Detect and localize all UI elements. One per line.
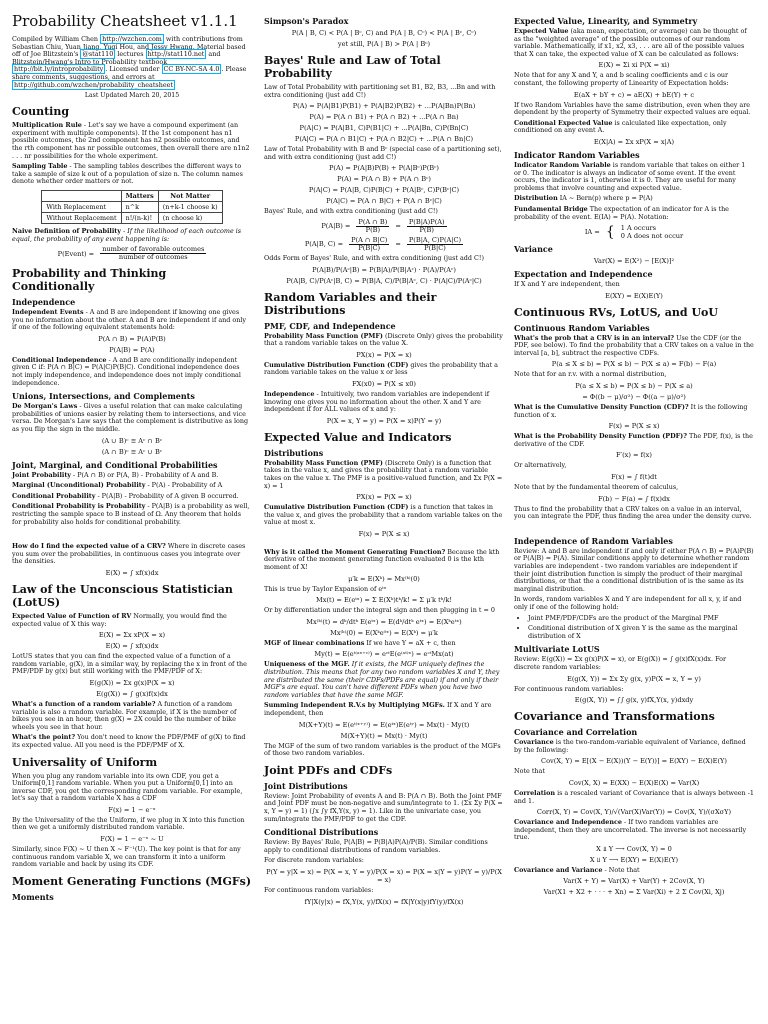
- conditional-ev: Conditional Expected Value is calculated like expectation, only conditioned on any event A.: [514, 118, 727, 135]
- expected-value-def: Expected Value (aka mean, expectation, or average) can be thought of as the "weighted average" of the possible outcomes of our random variable. Mathematically, if x1, x2, x3, . . . are all of the possible values that X can take, the expected value of X can be calculated as follows:: [514, 27, 747, 58]
- subsection-cov-corr: Covariance and Correlation: [514, 727, 638, 738]
- correlation-def: Correlation is a rescaled variant of Covariance that is always between -1 and 1.: [514, 788, 754, 805]
- linearity-eq: E(aX + bY + c) = aE(X) + bE(Y) + c: [573, 90, 695, 99]
- cov-note-eq: Cov(X, X) = E(XX) − E(X)E(X) = Var(X): [568, 778, 700, 787]
- lotus-eq-1: E(X) = Σx xP(X = x): [98, 631, 166, 640]
- subsection-independence: Independence: [12, 297, 76, 308]
- section-joint-pdfs: Joint PDFs and CDFs: [264, 763, 393, 777]
- ltp2-eq: P(A|C) = P(A ∩ B|C) + P(A ∩ Bᶜ|C): [326, 197, 442, 206]
- rv-indep-eq: P(X = x, Y = y) = P(X = x)P(Y = y): [326, 416, 442, 425]
- linearity-text: Note that for any X and Y, a and b scaling coefficients and c is our constant, the following property of Linearity of Expectation holds:: [514, 71, 729, 87]
- crv-cdf-eq: F(x) = P(X ≤ x): [608, 422, 660, 431]
- section-random-variables: Random Variables and their Distributions: [264, 290, 437, 317]
- subsection-variance: Variance: [514, 244, 553, 255]
- cov-independence: Covariance and Independence - If two random variables are independent, then they are uncorrelated. The inverse is not necessarily true.: [514, 818, 747, 842]
- crv-cdf: What is the Cumulative Density Function (CDF)? It is the following function of x.: [514, 403, 748, 419]
- subsection-simpson: Simpson's Paradox: [264, 16, 349, 26]
- credits: Compiled by William Chen http://wzchen.com with contributions from Sebastian Chiu, Yuan Jiang, Yuqi Hou, and Jessy Hwang. Material based off of Joe Blitzstein's @stat110 lectures http://stat110.net and Blitzstein/Hwang's Intro to Probability textbook http://bit.ly/introprobability . Licensed under CC BY-NC-SA 4.0 . Please share comments, suggestions, and errors at http://github.com/wzchen/probability_cheatsheet: [12, 35, 247, 89]
- mgf-sum-eq-1: M(X+Y)(t) = E(eᵗ⁽ˣ⁺ʸ⁾) = E(eᵗˣ)E(eᵗʸ) = Mx(t) · My(t): [298, 720, 470, 729]
- link-wzchen[interactable]: http://wzchen.com: [102, 35, 162, 43]
- mgf-linear-eq: My(t) = E(eᵗ⁽ᵃˣ⁺ᶜ⁾) = eᶜᵗE(e⁽ᵃᵗ⁾ˣ) = eᶜᵗMx(at): [314, 650, 454, 659]
- crv-pdf: What is the Probability Density Function (PDF)? The PDF, f(x), is the derivative of the CDF.: [514, 432, 753, 448]
- ev-pmf: Probability Mass Function (PMF) (Discrete Only) is a function that takes in the value x, and gives the probability that a random variable takes on the value x. The PMF is a positive-valued function, and Σx P(X = x) = 1: [264, 458, 503, 490]
- indep-eq-1: P(A ∩ B) = P(A)P(B): [98, 334, 166, 343]
- mlotus-eq-2: E(g(X, Y)) = ∫∫ g(x, y)fX,Y(x, y)dxdy: [574, 696, 694, 705]
- mlotus-text-2: For continuous random variables:: [514, 684, 624, 693]
- odds-eq-2: P(A|B, C)/P(Aᶜ|B, C) = P(B|A, C)/P(B|Aᶜ, C) · P(A|C)/P(Aᶜ|C): [286, 276, 482, 285]
- bayes-intro: Bayes' Rule, and with extra conditioning (just add C!): [264, 207, 438, 216]
- subsection-conditional-distributions: Conditional Distributions: [264, 827, 379, 838]
- subsection-moments: Moments: [12, 891, 54, 902]
- ltp-eq: P(A|C) = P(A ∩ B1|C) + P(A ∩ B2|C) + ...P(A ∩ Bn|C): [294, 135, 474, 144]
- ltp2-eq: P(A) = P(A|B)P(B) + P(A|Bᶜ)P(Bᶜ): [328, 164, 440, 173]
- mgf-sum: Summing Independent R.V.s by Multiplying MGFs. If X and Y are independent, then: [264, 701, 492, 717]
- cov-ind-eq-2: X ⫫ Y ⟶ E(XY) = E(X)E(Y): [589, 855, 679, 864]
- uou-text: When you plug any random variable into its own CDF, you get a Uniform[0,1] random variable. When you put a Uniform[0,1] into an inverse CDF, you get the corresponding random variable. For example, let's say that a random variable X has a CDF: [12, 771, 243, 803]
- subsection-distributions: Distributions: [264, 447, 324, 458]
- mgf-diff-eq-1: Mx⁽ᵏ⁾(t) = dᵏ/dtᵏ E(eᵗˣ) = E(dᵏ/dtᵏ eᵗˣ) = E(Xᵏeᵗˣ): [306, 617, 462, 626]
- ltp2-eq: P(A) = P(A ∩ B) + P(A ∩ Bᶜ): [337, 175, 431, 184]
- cov-var-eq-2: Var(X1 + X2 + · · · + Xn) = Σ Var(Xi) + 2 Σ Cov(Xi, Xj): [543, 888, 725, 897]
- crv-ftc-2: Thus to find the probability that a CRV takes on a value in an interval, you can integrate the PDF, thus finding the area under the density curve.: [514, 504, 752, 521]
- rv-pmf-eq: PX(x) = P(X = x): [356, 350, 412, 359]
- demorgan-eq-2: (A ∩ B)ᶜ ≡ Aᶜ ∪ Bᶜ: [101, 447, 163, 456]
- uou-text-3: Similarly, since F(X) ~ U then X ~ F⁻¹(U). The key point is that for any continuous random variable X, we can transform it into a uniform random variable and back by using its CDF.: [12, 845, 241, 869]
- column-2: [264, 12, 504, 909]
- mlotus-eq-1: E(g(X, Y)) = Σx Σy g(x, y)P(X = x, Y = y): [567, 674, 701, 683]
- subsection-joint-distributions: Joint Distributions: [264, 780, 348, 791]
- rv-independence: Independence - Intuitively, two random variables are independent if knowing one gives you no information about the other. X and Y are independent if for ALL values of x and y:: [264, 389, 490, 414]
- covariance-def: Covariance is the two-random-variable equivalent of Variance, defined by the following:: [514, 738, 746, 754]
- section-mgf: Moment Generating Functions (MGFs): [12, 874, 252, 888]
- crv-pdf-eq-2: F(x) = ∫ f(t)dt: [611, 473, 657, 482]
- crv-alt: Or alternatively,: [514, 461, 567, 470]
- indicator-cases: IA = { 1 A occurs 0 A does not occur: [584, 224, 684, 241]
- table-header: [42, 190, 121, 201]
- odds-eq-1: P(A|B)/P(Aᶜ|B) = P(B|A)/P(B|Aᶜ) · P(A)/P(Aᶜ): [312, 265, 456, 274]
- joint-dist-text: Review: Joint Probability of events A and B: P(A ∩ B). Both the Joint PMF and Joint PDF must be non-negative and sum/integrate to 1. (Σx Σy P(X = x, Y = y) = 1) (∫x ∫y fX,Y(x, y) = 1). Like in the univariate case, you sum/integrate the PMF/PDF to get the CDF.: [264, 791, 503, 823]
- crv-pdf-eq-1: F′(x) = f(x): [616, 451, 652, 460]
- mgf-uniqueness: Uniqueness of the MGF. If it exists, the MGF uniquely defines the distribution. This means that for any two random variables X and Y, they are distributed the same (their CDFs/PDFs are equal) if and only if their MGF's are equal. You can't have different PDFs when you have two random variables that have the same MGF.: [264, 660, 500, 699]
- simpson-eq-1: P(A | B, C) < P(A | Bᶜ, C) and P(A | B, Cᶜ) < P(A | Bᶜ, Cᶜ): [291, 29, 477, 37]
- column-3: [514, 12, 754, 899]
- mgf-diff: Or by differentiation under the integral sign and then plugging in t = 0: [264, 606, 495, 615]
- lotus-text: LotUS states that you can find the expected value of a function of a random variable, g(X), in a similar way, by replacing the x in front of the PMF/PDF by g(x) but still working with the PMF/PDF of X:: [12, 652, 247, 676]
- rv-ind-text-2: In words, random variables X and Y are independent for all x, y, if and only if one of the following hold:: [514, 595, 742, 611]
- subsection-continuous-rv: Continuous Random Variables: [514, 322, 650, 333]
- rv-cdf-eq: FX(x0) = P(X ≤ x0): [352, 379, 416, 388]
- table-header: Not Matter: [158, 190, 222, 201]
- ltp-eq: P(A) = P(A ∩ B1) + P(A ∩ B2) + ...P(A ∩ Bn): [309, 113, 459, 122]
- joint-probability: Joint Probability - P(A ∩ B) or P(A, B) - Probability of A and B.: [12, 470, 219, 479]
- ev-cdf: Cumulative Distribution Function (CDF) is a function that takes in the value x, and gives the probability that a random variable takes on the value at most x.: [264, 503, 503, 527]
- crv-normal-eq-2: = Φ((b − μ)/σ²) − Φ((a − μ)/σ²): [582, 393, 686, 402]
- demorgan-eq-1: (A ∪ B)ᶜ ≡ Aᶜ ∩ Bᶜ: [101, 436, 163, 445]
- sampling-table: [41, 190, 222, 224]
- section-universality: Universality of Uniform: [12, 755, 158, 769]
- conditional-is-probability: Conditional Probability is Probability - P(A|B) is a probability as well, restricting the sample space to B instead of Ω. Any theorem that holds for probability also holds for conditional probability.: [12, 502, 250, 526]
- crv-ftc-eq: F(b) − F(a) = ∫ f(x)dx: [598, 494, 670, 503]
- subsection-unions: Unions, Intersections, and Complements: [12, 391, 195, 402]
- mgf-why-eq: μ′k = E(Xᵏ) = Mx⁽ᵏ⁾(0): [348, 574, 420, 583]
- mgf-why: Why is it called the Moment Generating Function? Because the kth derivative of the moment generating function evaluated 0 is the kth moment of X!: [264, 547, 500, 572]
- section-counting: Counting: [12, 105, 70, 119]
- odds-intro: Odds Form of Bayes' Rule, and with extra conditioning (just add C!): [264, 253, 484, 262]
- cov-var-eq-1: Var(X + Y) = Var(X) + Var(Y) + 2Cov(X, Y): [563, 877, 705, 886]
- ltp-eq: P(A|C) = P(A|B1, C)P(B1|C) + ...P(A|Bn, C)P(Bn|C): [299, 124, 469, 133]
- marginal-probability: Marginal (Unconditional) Probability - P(A) - Probability of A: [12, 481, 223, 490]
- subsection-linearity: Expected Value, Linearity, and Symmetry: [514, 16, 698, 26]
- mgf-linear: MGF of linear combinations If we have Y = aX + c, then: [264, 638, 456, 647]
- rv-pmf: Probability Mass Function (PMF) (Discrete Only) gives the probability that a random variable takes on the value X.: [264, 331, 503, 348]
- crv-interval-eq: P(a ≤ X ≤ b) = P(X ≤ b) − P(X ≤ a) = F(b) − F(a): [551, 360, 717, 369]
- mgf-taylor: This is true by Taylor Expansion of eᵗˣ: [264, 584, 387, 593]
- link-textbook[interactable]: http://bit.ly/introprobability: [14, 65, 104, 74]
- demorgan: De Morgan's Laws - Gives a useful relation that can make calculating probabilities of unions easier by relating them to intersections, and vice versa. De Morgan's Law says that the complement is distributive as long as you flip the sign in the middle.: [12, 402, 249, 434]
- uou-eq-2: F(X) = 1 − e⁻ˣ ~ U: [100, 835, 164, 844]
- table-row: With Replacement n^k (n+k-1 choose k): [42, 201, 222, 212]
- bayes-eq-1: P(A|B) = $\frac{P(A \cap B)}{P(B)}$ = $\frac{P(B|A)P(A)}{P(B)}$: [321, 217, 445, 234]
- crv-ev-eq: E(X) = ∫ xf(x)dx: [105, 568, 159, 577]
- cond-dist-continuous: For continuous random variables:: [264, 885, 374, 894]
- naive-equation: P(Event) = $\frac{\text{number of favorable outcomes}}{\text{number of outcomes}}$: [57, 245, 205, 262]
- mgf-taylor-eq: Mx(t) = E(eᵗˣ) = Σ E(Xᵏ)tᵏ/k! = Σ μ′k tᵏ/k!: [316, 596, 452, 605]
- mgf-diff-eq-2: Mx⁽ᵏ⁾(0) = E(Xᵏe⁰ˣ) = E(Xᵏ) = μ′k: [330, 628, 438, 637]
- rv-cdf: Cumulative Distribution Function (CDF) gives the probability that a random variable takes on the value x or less: [264, 360, 498, 377]
- mlotus-text: Review: E(g(X)) = Σx g(x)P(X = x), or E(g(X)) = ∫ g(x)fX(x)dx. For discrete random variables:: [514, 655, 727, 671]
- last-updated: Last Updated March 20, 2015: [84, 92, 180, 100]
- section-bayes: Bayes' Rule and Law of Total Probability: [264, 54, 441, 80]
- lotus-eq-4: E(g(X)) = ∫ g(x)f(x)dx: [96, 689, 168, 698]
- indicator-def: Indicator Random Variable is random variable that takes on either 1 or 0. The indicator is always an indicator of some event. If the event occurs, the indicator is 1, otherwise it is 0. They are useful for many problems that involve counting and expected value.: [514, 160, 746, 192]
- subsection-indicator: Indicator Random Variables: [514, 149, 640, 160]
- cond-dist-text: Review: By Bayes' Rule, P(A|B) = P(B|A)P(A)/P(B). Similar conditions apply to conditional distributions of random variables.: [264, 838, 488, 854]
- section-continuous-rvs: Continuous RVs, LotUS, and UoU: [514, 305, 718, 319]
- section-lotus: Law of the Unconscious Statistician (LotUS): [12, 582, 233, 609]
- table-row: Without Replacement n!/(n-k)! (n choose k): [42, 212, 222, 223]
- subsection-joint-marginal: Joint, Marginal, and Conditional Probabilities: [12, 459, 218, 470]
- ev-eq: E(X) = Σi xi P(X = xi): [598, 61, 670, 70]
- subsection-pmf-cdf: PMF, CDF, and Independence: [264, 320, 396, 331]
- conditional-independence: Conditional Independence - A and B are conditionally independent given C if: P(A ∩ B|C) = P(A|C)P(B|C). Conditional independence does not imply independence, and independence does not imply conditional independence.: [12, 355, 241, 387]
- conditional-probability: Conditional Probability - P(A|B) - Probability of A given B occurred.: [12, 491, 239, 500]
- page-title: Probability Cheatsheet v1.1.1: [12, 12, 238, 30]
- rv-ind-text: Review: A and B are independent if and only if either P(A ∩ B) = P(A)P(B) or P(A|B) = P(A). Similar conditions apply to determine whether random variables are independent - two random variables are independent if their joint distribution function is simply the product of their marginal distributions, or that the a conditional distribution of is the same as its marginal distribution.: [514, 546, 754, 593]
- cond-dist-eq-2: fY|X(y|x) = fX,Y(x, y)/fX(x) = fX|Y(x|y)fY(y)/fX(x): [304, 897, 464, 906]
- uou-eq-1: F(x) = 1 − e⁻ˣ: [108, 805, 156, 814]
- cov-note: Note that: [514, 767, 545, 776]
- subsection-expectation-independence: Expectation and Independence: [514, 269, 653, 280]
- simpson-eq-2: yet still, P(A | B) > P(A | Bᶜ): [337, 40, 431, 48]
- indicator-distribution: Distribution IA ~ Bern(p) where p = P(A): [514, 194, 653, 203]
- crv-ftc: Note that by the fundamental theorem of calculus,: [514, 483, 679, 492]
- subsection-rv-independence: Independence of Random Variables: [514, 535, 673, 546]
- list-item: • Conditional distribution of X given Y is the same as the marginal distribution of X: [528, 625, 754, 640]
- expind-eq: E(XY) = E(X)E(Y): [605, 291, 663, 300]
- ev-cdf-eq: F(x) = P(X ≤ x): [358, 529, 410, 538]
- crv-expected-value: How do I find the expected value of a CRV? Where in discrete cases you sum over the probabilities, in continuous cases you integrate over the densities.: [12, 542, 246, 566]
- crv-normal: Note that for an r.v. with a normal distribution,: [514, 370, 667, 379]
- sampling-table-text: Sampling Table - The sampling tables describes the different ways to take a sample of size k out of a population of size n. The column names denote whether order matters or not.: [12, 162, 243, 186]
- cov-ind-eq-1: X ⫫ Y ⟶ Cov(X, Y) = 0: [596, 844, 672, 853]
- ltp2-eq: P(A|C) = P(A|B, C)P(B|C) + P(A|Bᶜ, C)P(Bᶜ|C): [308, 186, 460, 195]
- uou-text-2: By the Universality of the the Uniform, if we plug in X into this function then we get a uniformly distributed random variable.: [12, 815, 245, 832]
- link-license[interactable]: CC BY-NC-SA 4.0: [163, 65, 220, 74]
- correlation-eq: Corr(X, Y) = Cov(X, Y)/√(Var(X)Var(Y)) = Cov(X, Y)/(σXσY): [536, 808, 732, 817]
- ev-pmf-eq: PX(x) = P(X = x): [356, 493, 412, 502]
- mgf-sum-eq-2: M(X+Y)(t) = Mx(t) · My(t): [340, 731, 428, 740]
- lotus-eq-2: E(X) = ∫ xf(x)dx: [105, 642, 159, 651]
- cond-dist-eq-1: P(Y = y|X = x) = P(X = x, Y = y)/P(X = x) = P(X = x|Y = y)P(Y = y)/P(X = x): [266, 867, 502, 884]
- link-stat110[interactable]: http://stat110.net: [147, 50, 205, 59]
- variance-eq: Var(X) = E(X²) − [E(X)]²: [593, 257, 675, 266]
- multiplication-rule: Multiplication Rule - Let's say we have a compound experiment (an experiment with multiple components). If the 1st component has n1 possible outcomes, the 2nd component has n2 possible outcomes, and the rth component has nr possible outcomes, then overall there are n1n2 . . . nr possibilities for the whole experiment.: [12, 121, 250, 160]
- lotus-intro: Expected Value of Function of RV Normally, you would find the expected value of X this way:: [12, 611, 227, 628]
- function-of-rv: What's a function of a random variable? A function of a random variable is also a random variable. For example, if X is the number of bikes you see in an hour, then g(X) = 2X could be the number of bike wheels you see in that hour.: [12, 699, 237, 731]
- cov-variance: Covariance and Variance - Note that: [514, 865, 640, 874]
- link-github[interactable]: http://github.com/wzchen/probability_cheatsheet: [14, 80, 173, 89]
- expind-text: If X and Y are independent, then: [514, 280, 620, 289]
- naive-definition: Naive Definition of Probability - If the likelihood of each outcome is equal, the probability of any event happening is:: [12, 226, 242, 243]
- rv-ind-list: [528, 615, 754, 641]
- section-probability-thinking: Probability and Thinking Conditionally: [12, 267, 167, 294]
- covariance-eq: Cov(X, Y) = E[(X − E(X))(Y − E(Y))] = E(XY) − E(X)E(Y): [541, 757, 727, 766]
- bayes-eq-2: P(A|B, C) = $\frac{P(A \cap B|C)}{P(B|C)}$ = $\frac{P(B|A, C)P(A|C)}{P(B|C)}$: [304, 235, 462, 252]
- list-item: • Joint PMF/PDF/CDFs are the product of the Marginal PMF: [528, 615, 754, 623]
- column-1: [12, 12, 252, 904]
- ltp-eq: P(A) = P(A|B1)P(B1) + P(A|B2)P(B2) + ...P(A|Bn)P(Bn): [292, 102, 476, 111]
- cond-dist-discrete: For discrete random variables:: [264, 856, 364, 865]
- mgf-sum-2: The MGF of the sum of two random variables is the product of the MGFs of those two random variables.: [264, 741, 501, 758]
- conditional-ev-eq: E(X|A) = Σx xP(X = x|A): [593, 137, 675, 146]
- lotus-eq-3: E(g(X)) = Σx g(x)P(X = x): [89, 678, 175, 687]
- subsection-multivariate-lotus: Multivariate LotUS: [514, 644, 600, 655]
- indep-eq-2: P(A|B) = P(A): [109, 345, 155, 354]
- whats-the-point: What's the point? You don't need to know the PDF/PMF of g(X) to find its expected value. All you need is the PDF/PMF of X.: [12, 733, 246, 749]
- crv-interval: What's the prob that a CRV is in an interval? Use the CDF (or the PDF, see below). To find the probability that a CRV takes on a value in the interval [a, b], subtract the respective CDFs.: [514, 333, 754, 357]
- ltp2-intro: Law of Total Probability with B and Bᶜ (special case of a partitioning set), and with extra conditioning (just add C!): [264, 145, 502, 161]
- link-stat110-twitter[interactable]: @stat110: [82, 50, 114, 59]
- symmetry-text: If two Random Variables have the same distribution, even when they are dependent by the property of Symmetry their expected values are equal.: [514, 100, 751, 117]
- table-header: Matters: [121, 190, 158, 201]
- section-expected-value: Expected Value and Indicators: [264, 430, 452, 444]
- crv-normal-eq-1: P(a ≤ X ≤ b) = P(X ≤ b) − P(X ≤ a): [575, 382, 693, 391]
- independent-events: Independent Events - A and B are independent if knowing one gives you no information about the other. A and B are independent if and only if one of the following equivalent statements hold:: [12, 308, 247, 332]
- fundamental-bridge: Fundamental Bridge The expectation of an indicator for A is the probability of the event. E(IA) = P(A). Notation:: [514, 204, 729, 221]
- ltp-intro: Law of Total Probability with partitioning set B1, B2, B3, ...Bn and with extra conditioning (just add C!): [264, 83, 496, 99]
- section-covariance: Covariance and Transformations: [514, 710, 715, 724]
